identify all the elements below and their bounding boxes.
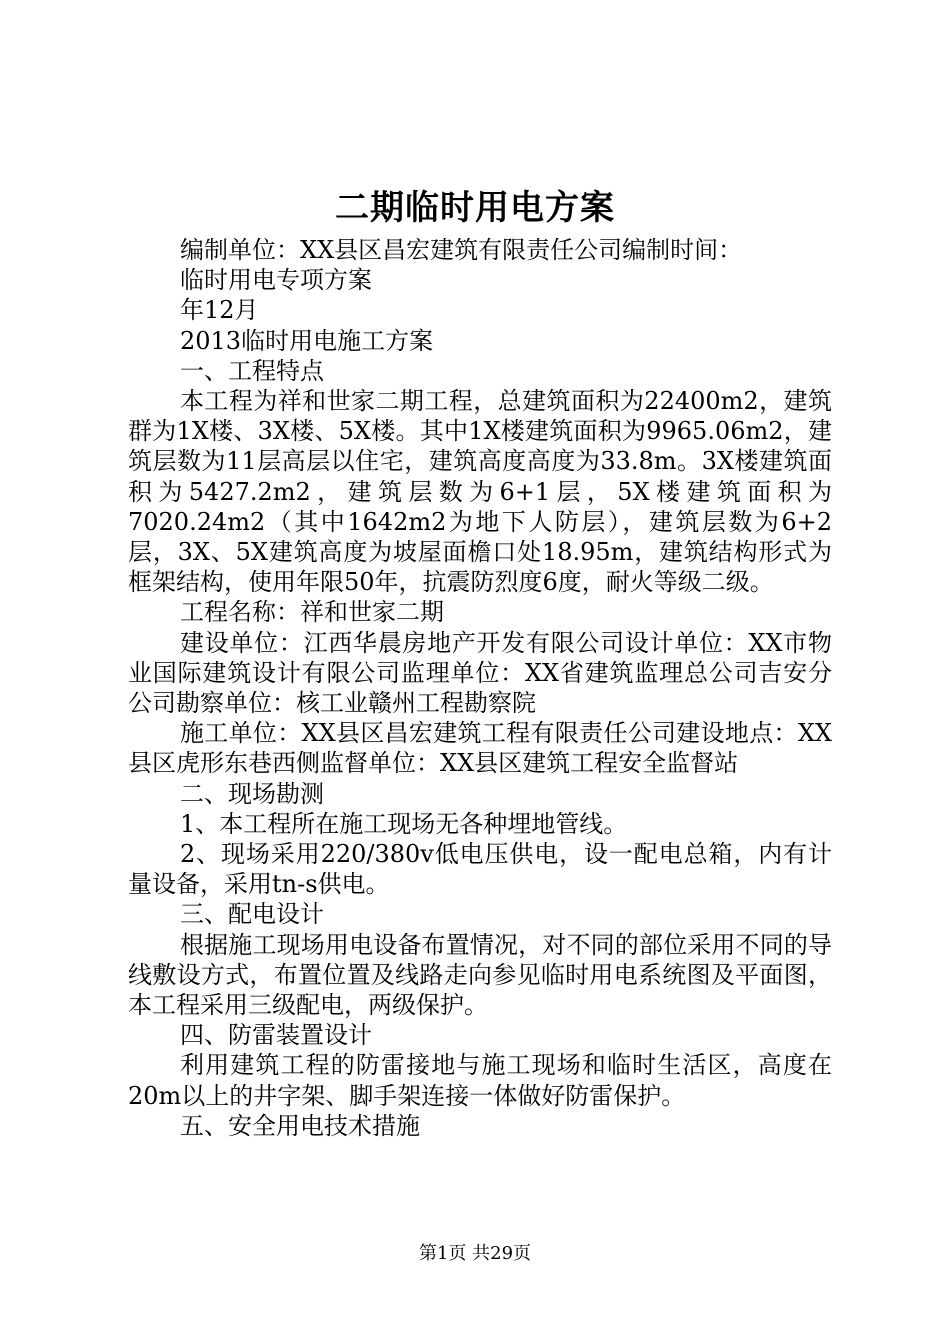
compiler-line: 编制单位：XX县区昌宏建筑有限责任公司编制时间：	[180, 236, 743, 264]
date-line: 年12月	[180, 296, 259, 325]
section-heading-3: 三、配电设计	[180, 900, 324, 929]
section-heading-4: 四、防雷装置设计	[180, 1021, 372, 1050]
document-title: 二期临时用电方案	[335, 188, 615, 228]
parties-paragraph: 建设单位：江西华晨房地产开发有限公司设计单位：XX市物业国际建筑设计有限公司监理单位：XX省建筑监理总公司吉安分公司勘察单位：核工业赣州工程勘察院	[128, 628, 832, 718]
plan-name-line: 2013临时用电施工方案	[180, 326, 434, 355]
document-body	[128, 235, 832, 1141]
plan-subtitle: 临时用电专项方案	[180, 266, 372, 295]
project-overview-paragraph: 本工程为祥和世家二期工程，总建筑面积为22400m2，建筑群为1X楼、3X楼、5X楼。其中1X楼建筑面积为9965.06m2，建筑层数为11层高层以住宅，建筑高度高度为33.8m。3X楼建筑面积为5427.2m2，建筑层数为6+1层，5X楼建筑面积为7020.24m2（其中1642m2为地下人防层），建筑层数为6+2层，3X、5X建筑高度为坡屋面檐口处18.95m，建筑结构形式为框架结构，使用年限50年，抗震防烈度6度，耐火等级二级。	[128, 387, 832, 597]
survey-item-1: 1、本工程所在施工现场无各种埋地管线。	[180, 809, 628, 838]
project-name-line: 工程名称：祥和世家二期	[180, 598, 444, 627]
section-heading-2: 二、现场勘测	[180, 779, 324, 808]
page-footer: 第1页 共29页	[418, 1243, 532, 1264]
contractor-paragraph: 施工单位：XX县区昌宏建筑工程有限责任公司建设地点：XX县区虎形东巷西侧监督单位：XX县区建筑工程安全监督站	[128, 719, 832, 778]
lightning-paragraph: 利用建筑工程的防雷接地与施工现场和临时生活区，高度在20m以上的井字架、脚手架连接一体做好防雷保护。	[128, 1051, 832, 1110]
section-heading-1: 一、工程特点	[180, 356, 324, 385]
survey-item-2: 2、现场采用220/380v低电压供电，设一配电总箱，内有计量设备，采用tn-s供电。	[128, 840, 832, 899]
section-heading-5: 五、安全用电技术措施	[180, 1111, 420, 1140]
distribution-paragraph: 根据施工现场用电设备布置情况，对不同的部位采用不同的导线敷设方式，布置位置及线路走向参见临时用电系统图及平面图，本工程采用三级配电，两级保护。	[128, 930, 832, 1020]
